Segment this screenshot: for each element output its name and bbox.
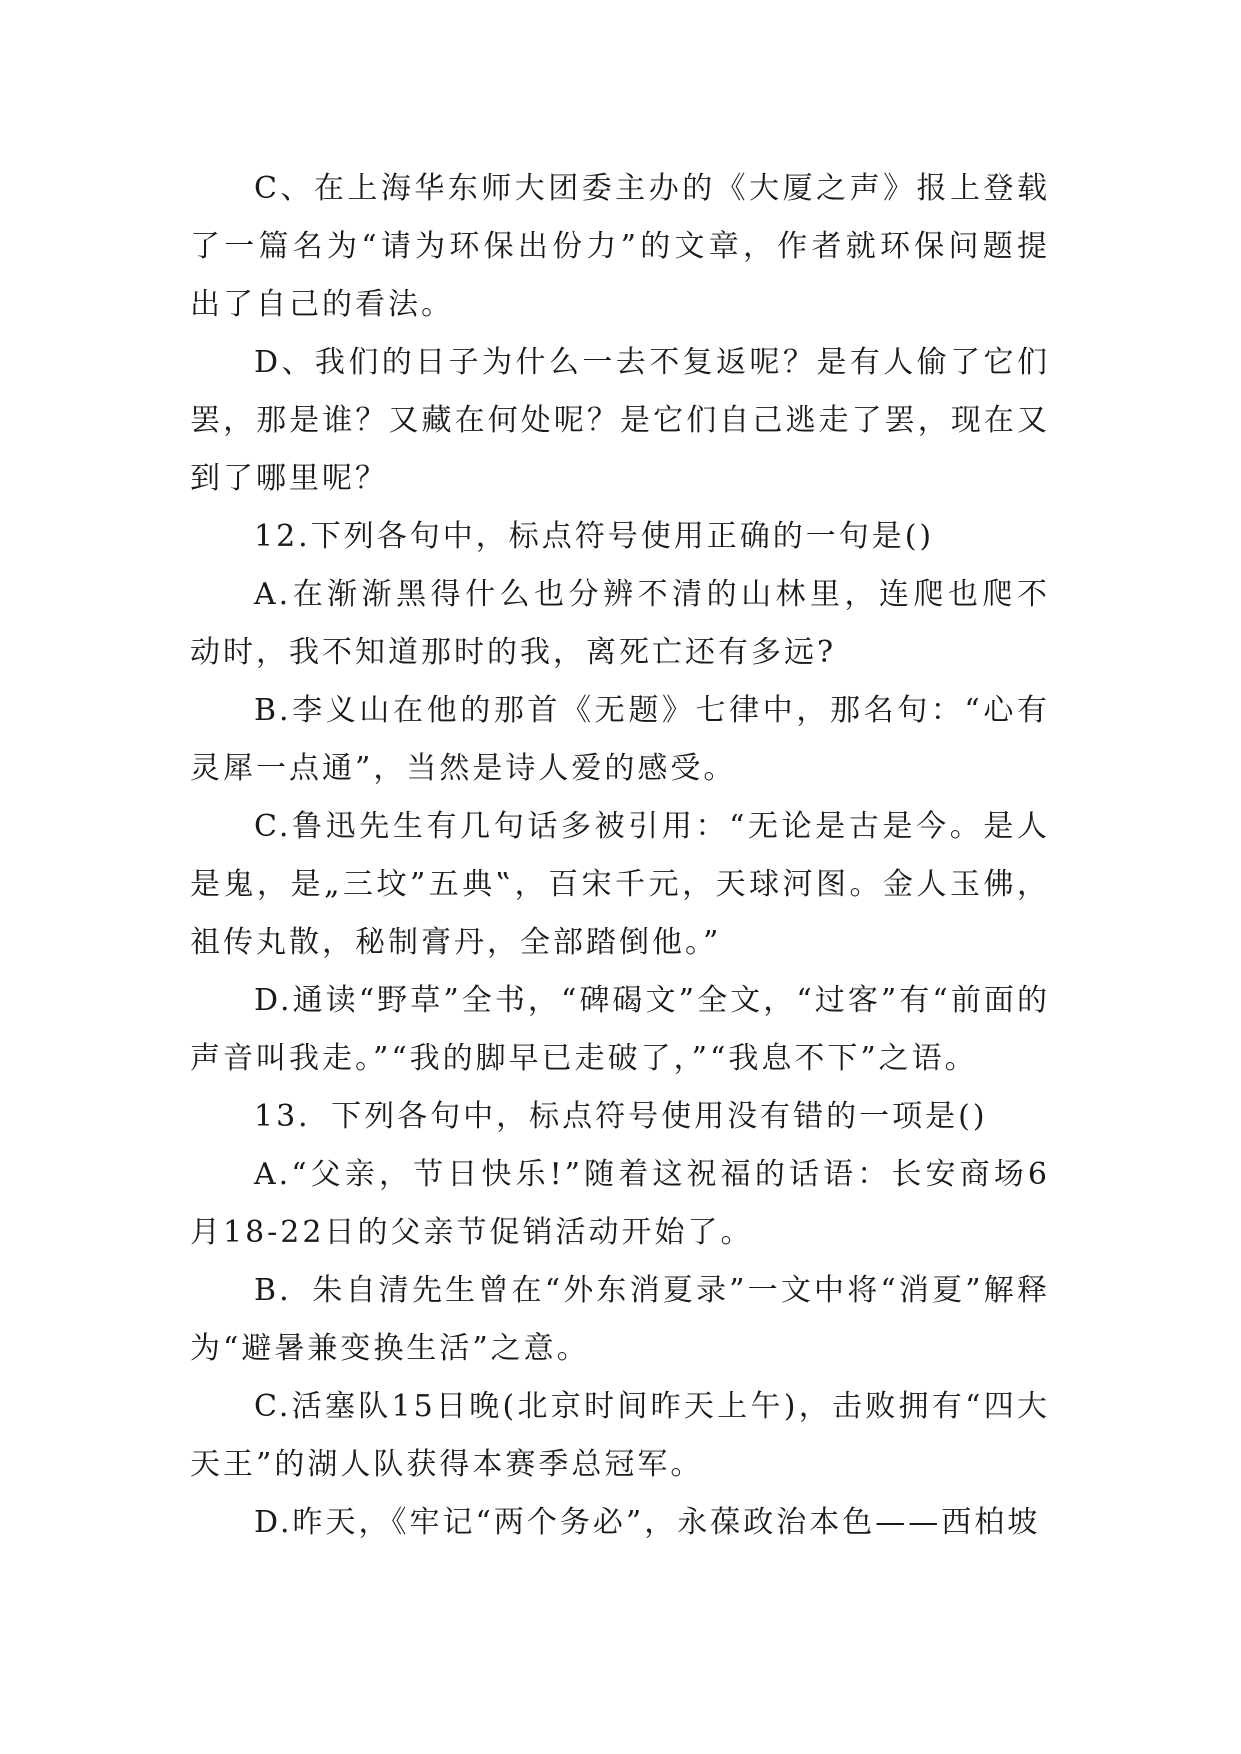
option-d-paragraph: D、我们的日子为什么一去不复返呢？是有人偷了它们罢，那是谁？又藏在何处呢？是它们自己逃走了罢，现在又到了哪里呢？ — [190, 345, 1050, 496]
question-12-option-d: D.通读“野草”全书，“碑碣文”全文，“过客”有“前面的声音叫我走。”“我的脚早已走破了，”“我息不下”之语。 — [190, 983, 1050, 1076]
question-13-option-c: C.活塞队15日晚(北京时间昨天上午)，击败拥有“四大天王”的湖人队获得本赛季总冠军。 — [190, 1389, 1050, 1482]
option-c-paragraph: C、在上海华东师大团委主办的《大厦之声》报上登载了一篇名为“请为环保出份力”的文章，作者就环保问题提出了自己的看法。 — [190, 171, 1050, 322]
question-12-option-c: C.鲁迅先生有几句话多被引用：“无论是古是今。是人是鬼，是„三坟”五典‟，百宋千元，天球河图。金人玉佛，祖传丸散，秘制膏丹，全部踏倒他。” — [190, 809, 1050, 960]
document-page — [190, 160, 1050, 1552]
question-13-option-d: D.昨天，《牢记“两个务必”，永葆政治本色——西柏坡 — [254, 1505, 1041, 1540]
question-13-stem: 13．下列各句中，标点符号使用没有错的一项是() — [254, 1099, 988, 1134]
question-12-option-a: A.在渐渐黑得什么也分辨不清的山林里，连爬也爬不动时，我不知道那时的我，离死亡还有多远? — [190, 577, 1050, 670]
question-12-stem: 12.下列各句中，标点符号使用正确的一句是() — [254, 519, 935, 554]
question-13-option-a: A.“父亲，节日快乐!”随着这祝福的话语：长安商场6月18-22日的父亲节促销活动开始了。 — [190, 1157, 1050, 1250]
question-13-option-b: B．朱自清先生曾在“外东消夏录”一文中将“消夏”解释为“避暑兼变换生活”之意。 — [190, 1273, 1050, 1366]
question-12-option-b: B.李义山在他的那首《无题》七律中，那名句：“心有灵犀一点通”，当然是诗人爱的感受。 — [190, 693, 1050, 786]
